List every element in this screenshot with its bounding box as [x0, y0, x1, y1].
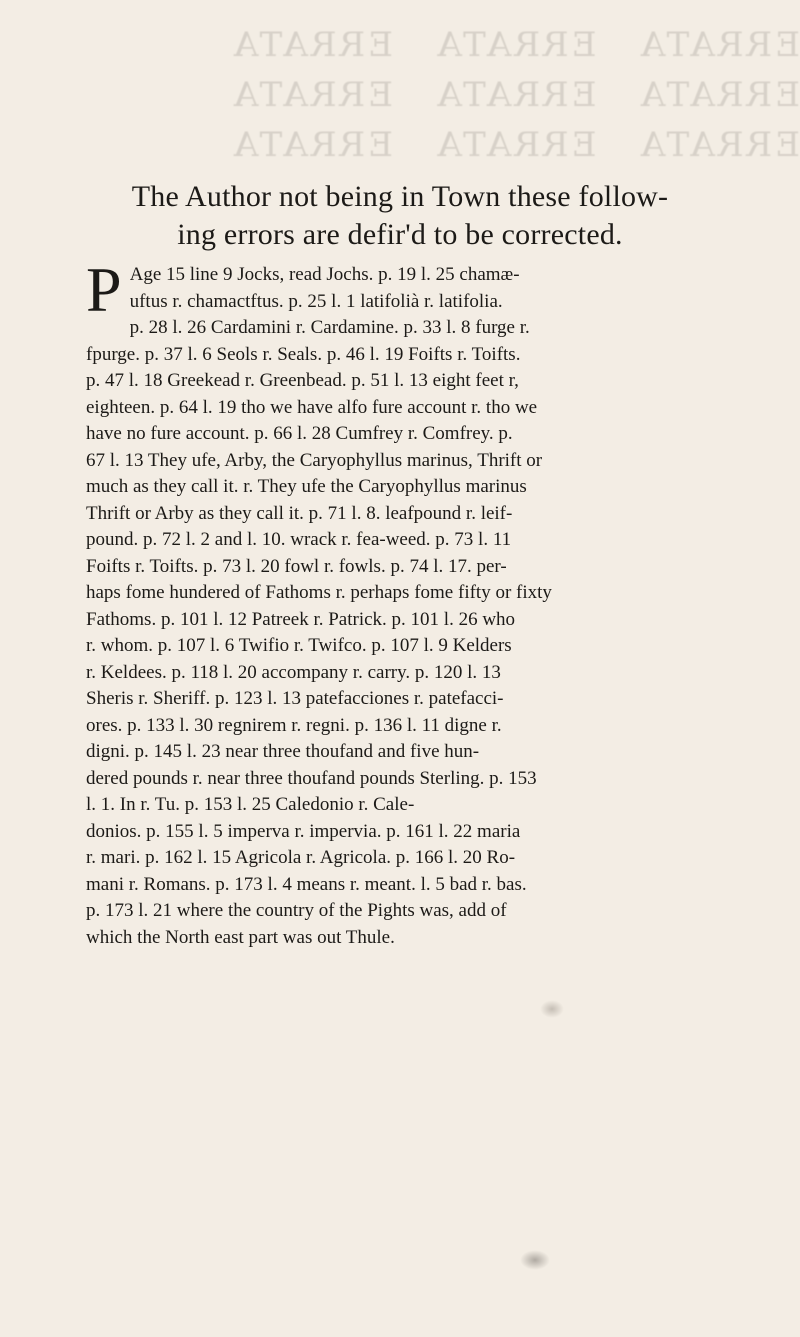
errata-line: l. 1. In r. Tu. p. 153 l. 25 Caledonio r. Cale-: [86, 794, 415, 815]
errata-line: dered pounds r. near three thoufand pounds Sterling. p. 153: [86, 767, 537, 789]
errata-line: r. whom. p. 107 l. 6 Twifio r. Twifco. p. 107 l. 9 Kelders: [86, 635, 512, 656]
errata-line: 67 l. 13 They ufe, Arby, the Caryophyllus marinus, Thrift or: [86, 449, 543, 471]
errata-line: Thrift or Arby as they call it. p. 71 l. 8. leafpound r. leif-: [86, 502, 513, 524]
errata-line: Foifts r. Toifts. p. 73 l. 20 fowl r. fowls. p. 74 l. 17. per-: [86, 555, 507, 577]
errata-line: much as they call it. r. They ufe the Caryophyllus marinus: [86, 476, 527, 497]
errata-line: Sheris r. Sheriff. p. 123 l. 13 patefacciones r. patefacci-: [86, 688, 504, 709]
errata-line: ores. p. 133 l. 30 regnirem r. regni. p. 136 l. 11 digne r.: [86, 714, 502, 736]
errata-line: p. 173 l. 21 where the country of the Pights was, add of: [86, 900, 507, 921]
drop-cap: P: [86, 254, 122, 325]
errata-line: have no fure account. p. 66 l. 28 Cumfrey r. Comfrey. p.: [86, 423, 513, 444]
ink-speck: [540, 1000, 564, 1018]
errata-line: fpurge. p. 37 l. 6 Seols r. Seals. p. 46 l. 19 Foifts r. Toifts.: [86, 343, 521, 365]
errata-line: r. mari. p. 162 l. 15 Agricola r. Agricola. p. 166 l. 20 Ro-: [86, 847, 516, 868]
errata-line: p. 28 l. 26 Cardamini r. Cardamine. p. 33 l. 8 furge r.: [129, 317, 530, 338]
errata-line: r. Keldees. p. 118 l. 20 accompany r. carry. p. 120 l. 13: [86, 661, 501, 683]
errata-line: digni. p. 145 l. 23 near three thoufand and five hun-: [86, 741, 480, 762]
heading-line-1: The Author not being in Town these follow-: [131, 180, 669, 213]
errata-line: pound. p. 72 l. 2 and l. 10. wrack r. fea-weed. p. 73 l. 11: [86, 529, 512, 550]
errata-line: eighteen. p. 64 l. 19 tho we have alfo fure account r. tho we: [86, 396, 538, 418]
errata-line: uftus r. chamactftus. p. 25 l. 1 latifolià r. latifolia.: [129, 290, 503, 312]
errata-line: donios. p. 155 l. 5 imperva r. impervia. p. 161 l. 22 maria: [86, 820, 521, 842]
show-through-text: ERRATA ERRATA ERRATA ERRATA ERRATA ERRATA ERRATA ERRATA ERRATA: [230, 25, 800, 165]
errata-line: p. 47 l. 18 Greekead r. Greenbead. p. 51 l. 13 eight feet r,: [86, 370, 519, 391]
errata-line: haps fome hundered of Fathoms r. perhaps fome fifty or fixty: [86, 582, 552, 603]
ink-smudge: [520, 1250, 550, 1270]
errata-line: Fathoms. p. 101 l. 12 Patreek r. Patrick. p. 101 l. 26 who: [86, 608, 516, 630]
errata-line: mani r. Romans. p. 173 l. 4 means r. meant. l. 5 bad r. bas.: [86, 873, 527, 895]
errata-line: Age 15 line 9 Jocks, read Jochs. p. 19 l. 25 chamæ-: [129, 264, 520, 285]
heading-line-2: ing errors are defir'd to be corrected.: [177, 218, 623, 251]
errata-line: which the North east part was out Thule.: [86, 926, 395, 948]
errata-heading: [70, 178, 730, 254]
errata-list: [86, 254, 726, 951]
